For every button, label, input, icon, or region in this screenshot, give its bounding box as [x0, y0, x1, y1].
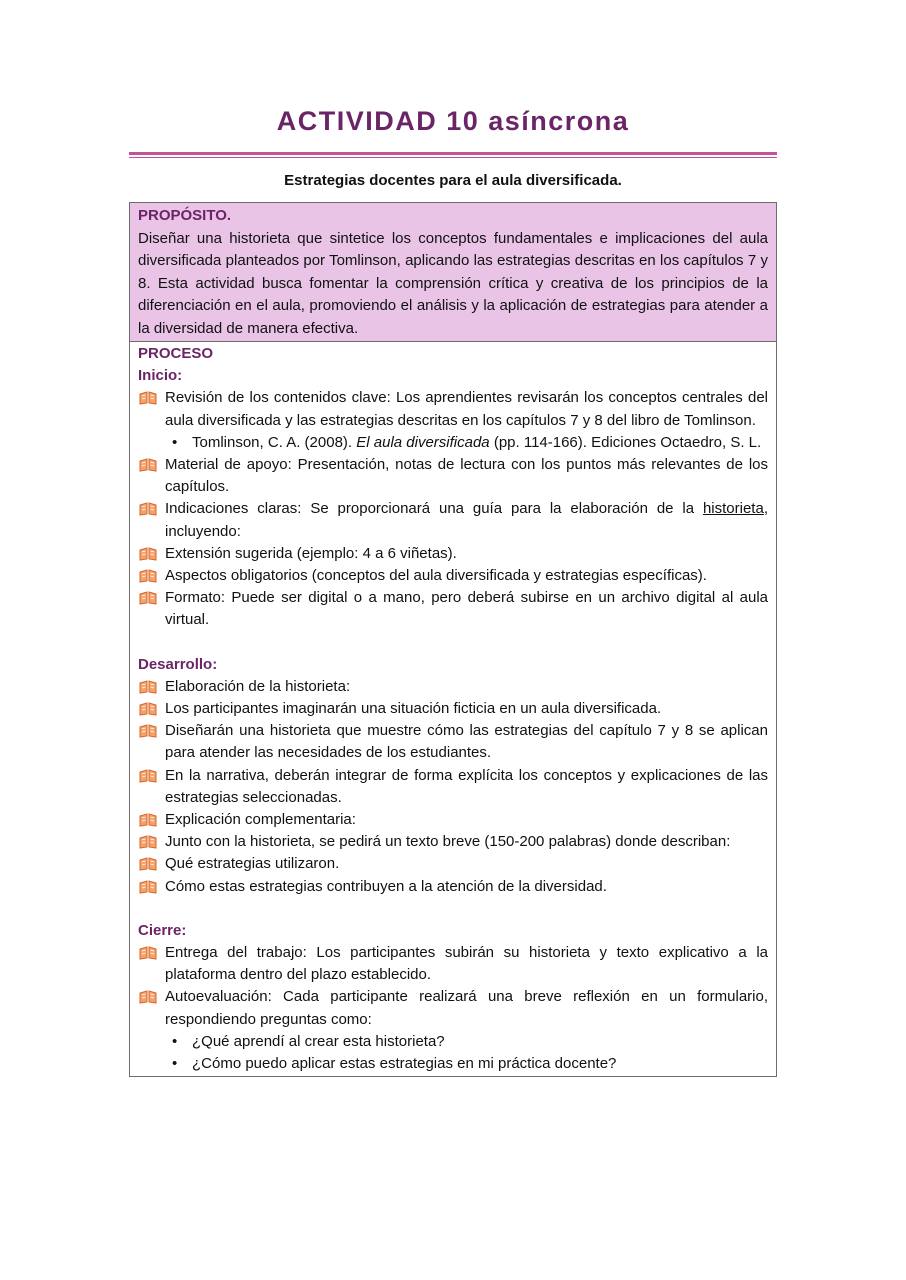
spacer [138, 898, 768, 920]
book-bullet-icon [138, 458, 158, 472]
book-bullet-icon [138, 946, 158, 960]
list-item [138, 543, 768, 565]
purpose-text: Diseñar una historieta que sintetice los conceptos fundamentales e implicaciones del aula diversificada planteados por Tomlinson, aplicando las estrategias descritas en los capítulos 7 y 8. Esta actividad busca fomentar la comprensión crítica y creativa de los principios de la diferenciación en el aula, promoviendo el análisis y la aplicación de estrategias para atender a la diversidad de manera efectiva. [138, 229, 768, 337]
book-bullet-icon [138, 990, 158, 1004]
book-bullet-icon [138, 880, 158, 894]
book-bullet-icon [138, 702, 158, 716]
item-text: Material de apoyo: Presentación, notas de lectura con los puntos más relevantes de los capítulos. [165, 456, 768, 496]
item-text: Los participantes imaginarán una situación ficticia en un aula diversificada. [165, 700, 662, 718]
item-text: Extensión sugerida (ejemplo: 4 a 6 viñetas). [165, 544, 457, 562]
question-item [138, 1031, 768, 1053]
list-item [138, 587, 768, 631]
question-text: ¿Qué aprendí al crear esta historieta? [192, 1032, 445, 1050]
list-item [138, 565, 768, 587]
list-item [138, 765, 768, 809]
list-item [138, 498, 768, 542]
item-text: Diseñarán una historieta que muestre cómo las estrategias del capítulo 7 y 8 se aplican para atender las necesidades de los estudiantes. [165, 722, 768, 762]
cierre-label: Cierre: [138, 921, 187, 939]
item-text: Formato: Puede ser digital o a mano, pero deberá subirse en un archivo digital al aula virtual. [165, 589, 768, 629]
document-title: ACTIVIDAD 10 asíncrona [276, 106, 630, 136]
activity-table [129, 202, 777, 1077]
book-bullet-icon [138, 591, 158, 605]
item-text: Indicaciones claras: Se proporcionará una guía para la elaboración de la [165, 500, 703, 518]
list-item [138, 986, 768, 1030]
ref-rest: (pp. 114-166). Ediciones Octaedro, S. L. [489, 433, 762, 451]
item-text: , incluyendo: [165, 500, 768, 540]
item-text: Junto con la historieta, se pedirá un texto breve (150-200 palabras) donde describan: [165, 833, 731, 851]
book-bullet-icon [138, 547, 158, 561]
item-text: Aspectos obligatorios (conceptos del aula diversificada y estrategias específicas). [165, 567, 707, 585]
list-item [138, 387, 768, 431]
book-bullet-icon [138, 857, 158, 871]
question-item [138, 1053, 768, 1075]
book-bullet-icon [138, 813, 158, 827]
list-item [138, 698, 768, 720]
item-text: Entrega del trabajo: Los participantes subirán su historieta y texto explicativo a la plataforma dentro del plazo establecido. [165, 944, 768, 984]
book-bullet-icon [138, 391, 158, 405]
process-section [130, 342, 776, 1076]
item-text: Explicación complementaria: [165, 811, 356, 829]
list-item [138, 676, 768, 698]
purpose-heading: PROPÓSITO. [138, 207, 232, 224]
item-text: Cómo estas estrategias contribuyen a la atención de la diversidad. [165, 877, 607, 895]
bullet-dot-icon: • [172, 1032, 178, 1050]
bullet-dot-icon: • [172, 1055, 178, 1073]
list-item [138, 876, 768, 898]
list-item [138, 809, 768, 831]
book-bullet-icon [138, 502, 158, 516]
list-item [138, 454, 768, 498]
desarrollo-label: Desarrollo: [138, 655, 218, 673]
title-rule-thin [129, 157, 777, 158]
item-text: Autoevaluación: Cada participante realizará una breve reflexión en un formulario, respondiendo preguntas como: [165, 988, 768, 1028]
inicio-label: Inicio: [138, 367, 183, 385]
item-text: Qué estrategias utilizaron. [165, 855, 340, 873]
book-bullet-icon [138, 835, 158, 849]
purpose-section [130, 203, 776, 342]
book-bullet-icon [138, 769, 158, 783]
bullet-dot-icon: • [172, 433, 178, 451]
book-bullet-icon [138, 680, 158, 694]
spacer [138, 632, 768, 654]
ref-authors: Tomlinson, C. A. (2008). [192, 433, 357, 451]
reference-item [138, 432, 768, 454]
list-item [138, 720, 768, 764]
historieta-link[interactable]: historieta [702, 500, 764, 518]
list-item [138, 831, 768, 853]
ref-book-title: El aula diversificada [356, 433, 490, 451]
book-bullet-icon [138, 569, 158, 583]
question-text: ¿Cómo puedo aplicar estas estrategias en mi práctica docente? [192, 1055, 617, 1073]
process-heading: PROCESO [138, 345, 214, 362]
item-text: Elaboración de la historieta: [165, 677, 351, 695]
book-bullet-icon [138, 724, 158, 738]
document-subtitle: Estrategias docentes para el aula diversificada. [284, 172, 622, 189]
item-text: En la narrativa, deberán integrar de forma explícita los conceptos y explicaciones de las estrategias seleccionadas. [165, 766, 768, 806]
item-text: Revisión de los contenidos clave: Los aprendientes revisarán los conceptos centrales del aula diversificada y las estrategias descritas en los capítulos 7 y 8 del libro de Tomlinson. [165, 389, 768, 429]
list-item [138, 942, 768, 986]
title-rule [129, 152, 777, 155]
list-item [138, 853, 768, 875]
